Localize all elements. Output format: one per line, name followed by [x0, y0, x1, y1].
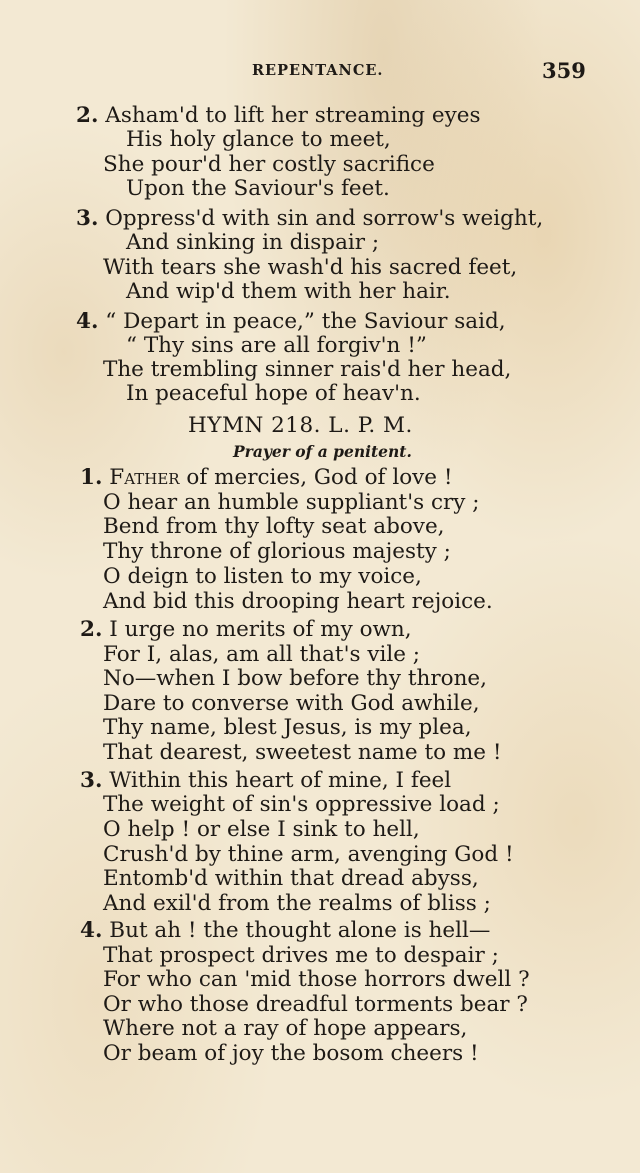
verse-number: 4. [80, 918, 103, 943]
verse-line: O help ! or else I sink to hell, [103, 817, 420, 842]
verse-number: 2. [76, 103, 99, 128]
page-number: 359 [542, 58, 586, 83]
verse-line: Or who those dreadful torments bear ? [103, 992, 528, 1017]
verse-line: The weight of sin's oppressive load ; [103, 792, 500, 817]
verse-number: 3. [80, 768, 103, 793]
verse-line: In peaceful hope of heav'n. [126, 381, 421, 406]
verse-line: And exil'd from the realms of bliss ; [103, 891, 491, 916]
first-word: Father [109, 465, 180, 490]
verse-line: 4. But ah ! the thought alone is hell— [80, 918, 491, 943]
verse-number: 2. [80, 617, 103, 642]
verse-line: Entomb'd within that dread abyss, [103, 866, 479, 891]
verse-line: And wip'd them with her hair. [126, 279, 451, 304]
verse-line: And bid this drooping heart rejoice. [103, 589, 493, 614]
verse-number: 1. [80, 465, 103, 490]
verse-line: Or beam of joy the bosom cheers ! [103, 1041, 479, 1066]
verse-line: For I, alas, am all that's vile ; [103, 642, 421, 667]
verse-line: 4. “ Depart in peace,” the Saviour said, [76, 309, 506, 334]
verse-line: And sinking in dispair ; [126, 230, 380, 255]
verse-line: No—when I bow before thy throne, [103, 666, 487, 691]
verse-line: His holy glance to meet, [126, 127, 391, 152]
verse-line: 1. Father of mercies, God of love ! [80, 465, 453, 490]
verse-line: For who can 'mid those horrors dwell ? [103, 967, 530, 992]
verse-line: That prospect drives me to despair ; [103, 943, 499, 968]
verse-line: “ Thy sins are all forgiv'n !” [126, 333, 427, 358]
hymn-title: HYMN 218. L. P. M. [188, 413, 413, 438]
verse-number: 3. [76, 206, 99, 231]
verse-line: 2. I urge no merits of my own, [80, 617, 412, 642]
verse-line: 2. Asham'd to lift her streaming eyes [76, 103, 481, 128]
verse-line: She pour'd her costly sacrifice [103, 152, 435, 177]
verse-line: Bend from thy lofty seat above, [103, 514, 445, 539]
verse-line: Thy name, blest Jesus, is my plea, [103, 715, 472, 740]
verse-line: 3. Within this heart of mine, I feel [80, 768, 452, 793]
verse-line: Upon the Saviour's feet. [126, 176, 390, 201]
running-head: REPENTANCE. [252, 62, 384, 79]
verse-line: Thy throne of glorious majesty ; [103, 539, 451, 564]
verse-number: 4. [76, 309, 99, 334]
verse-line: Crush'd by thine arm, avenging God ! [103, 842, 514, 867]
verse-line: O hear an humble suppliant's cry ; [103, 490, 480, 515]
verse-line: That dearest, sweetest name to me ! [103, 740, 502, 765]
verse-line: O deign to listen to my voice, [103, 564, 422, 589]
verse-line: With tears she wash'd his sacred feet, [103, 255, 518, 280]
verse-line: Dare to converse with God awhile, [103, 691, 480, 716]
verse-line: 3. Oppress'd with sin and sorrow's weight, [76, 206, 544, 231]
hymn-subtitle: Prayer of a penitent. [233, 442, 412, 461]
verse-line: The trembling sinner rais'd her head, [103, 357, 512, 382]
verse-line: Where not a ray of hope appears, [103, 1016, 468, 1041]
